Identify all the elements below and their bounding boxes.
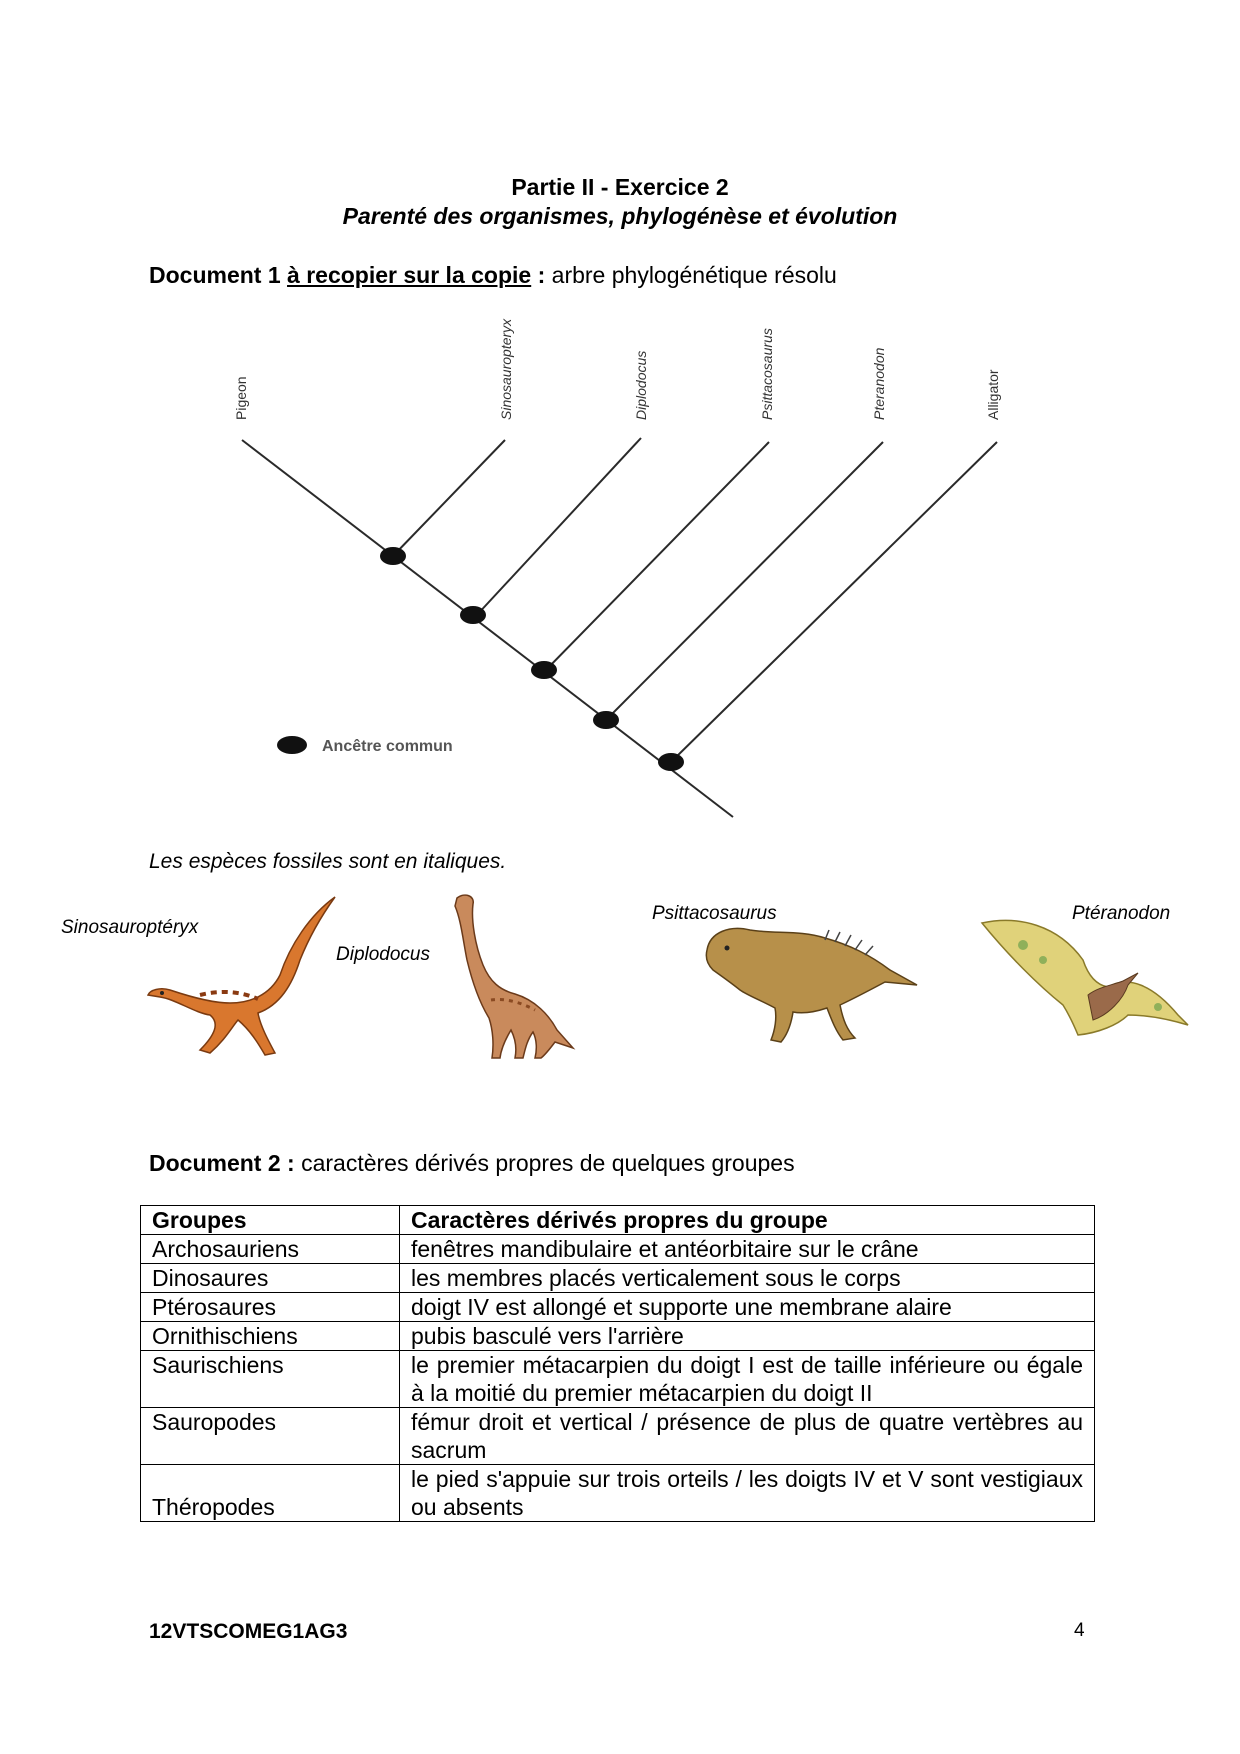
branch-alligator xyxy=(670,442,997,763)
tree-legend-label: Ancêtre commun xyxy=(322,738,453,755)
ancestor-node xyxy=(658,753,684,771)
traits-cell: le premier métacarpien du doigt I est de taille inférieure ou égale à la moitié du premier métacarpien du doigt II xyxy=(400,1351,1095,1408)
ancestor-node xyxy=(593,711,619,729)
group-cell: Dinosaures xyxy=(141,1264,400,1293)
phylogenetic-tree-right xyxy=(200,305,1020,825)
column-header-traits: Caractères dérivés propres du groupe xyxy=(400,1206,1095,1235)
column-header-groups: Groupes xyxy=(141,1206,400,1235)
document2-description: caractères dérivés propres de quelques groupes xyxy=(294,1150,795,1176)
label-diplodocus: Diplodocus xyxy=(336,944,430,965)
legend-node-icon xyxy=(277,736,307,754)
derived-traits-table xyxy=(140,1205,1095,1522)
psittacosaurus-illustration xyxy=(705,920,920,1045)
document1-label: Document 1 xyxy=(149,262,281,288)
taxon-pteranodon-label: Pteranodon xyxy=(871,347,887,420)
taxon-alligator: Alligator xyxy=(985,369,1001,420)
diplodocus-illustration xyxy=(445,890,580,1060)
document1-description: arbre phylogénétique résolu xyxy=(545,262,837,288)
traits-cell: le pied s'appuie sur trois orteils / les doigts IV et V sont vestigiaux ou absents xyxy=(400,1465,1095,1522)
pteranodon-illustration xyxy=(978,915,1190,1040)
taxon-sinosauropteryx: Sinosauropteryx xyxy=(498,318,514,420)
document1-colon: : xyxy=(531,262,546,288)
table-row xyxy=(141,1351,1095,1408)
taxon-diplodocus: Diplodocus xyxy=(633,350,649,420)
label-pteranodon: Ptéranodon xyxy=(1072,903,1171,924)
table-header-row xyxy=(141,1206,1095,1235)
sinosauropteryx-illustration xyxy=(140,895,340,1065)
document2-label: Document 2 : xyxy=(149,1150,295,1176)
group-cell: Ornithischiens xyxy=(141,1322,400,1351)
traits-cell: les membres placés verticalement sous le corps xyxy=(400,1264,1095,1293)
label-sinosauropteryx: Sinosauroptéryx xyxy=(61,917,199,938)
table-row xyxy=(141,1465,1095,1522)
table-row xyxy=(141,1235,1095,1264)
branch-pteranodon xyxy=(606,442,883,720)
exam-code: 12VTSCOMEG1AG3 xyxy=(149,1620,348,1643)
group-cell: Saurischiens xyxy=(141,1351,400,1408)
group-cell: Ptérosaures xyxy=(141,1293,400,1322)
traits-cell: fenêtres mandibulaire et antéorbitaire sur le crâne xyxy=(400,1235,1095,1264)
exercise-subtitle: Parenté des organismes, phylogénèse et évolution xyxy=(342,203,898,229)
group-cell: Archosauriens xyxy=(141,1235,400,1264)
label-psittacosaurus: Psittacosaurus xyxy=(652,903,777,924)
table-row xyxy=(141,1264,1095,1293)
group-cell: Théropodes xyxy=(141,1465,400,1522)
traits-cell: doigt IV est allongé et supporte une membrane alaire xyxy=(400,1293,1095,1322)
traits-cell: fémur droit et vertical / présence de plus de quatre vertèbres au sacrum xyxy=(400,1408,1095,1465)
table-row xyxy=(141,1293,1095,1322)
taxon-psittacosaurus: Psittacosaurus xyxy=(759,328,775,420)
exercise-title: Partie II - Exercice 2 xyxy=(511,174,729,200)
table-row xyxy=(141,1322,1095,1351)
traits-cell: pubis basculé vers l'arrière xyxy=(400,1322,1095,1351)
taxon-pigeon: Pigeon xyxy=(233,376,249,420)
group-cell: Sauropodes xyxy=(141,1408,400,1465)
document1-instruction: à recopier sur la copie xyxy=(287,262,532,288)
page-number: 4 xyxy=(1074,1620,1085,1641)
document1-heading xyxy=(149,262,837,289)
table-row xyxy=(141,1408,1095,1465)
document2-heading xyxy=(149,1150,795,1177)
fossil-note: Les espèces fossiles sont en italiques. xyxy=(149,850,507,873)
